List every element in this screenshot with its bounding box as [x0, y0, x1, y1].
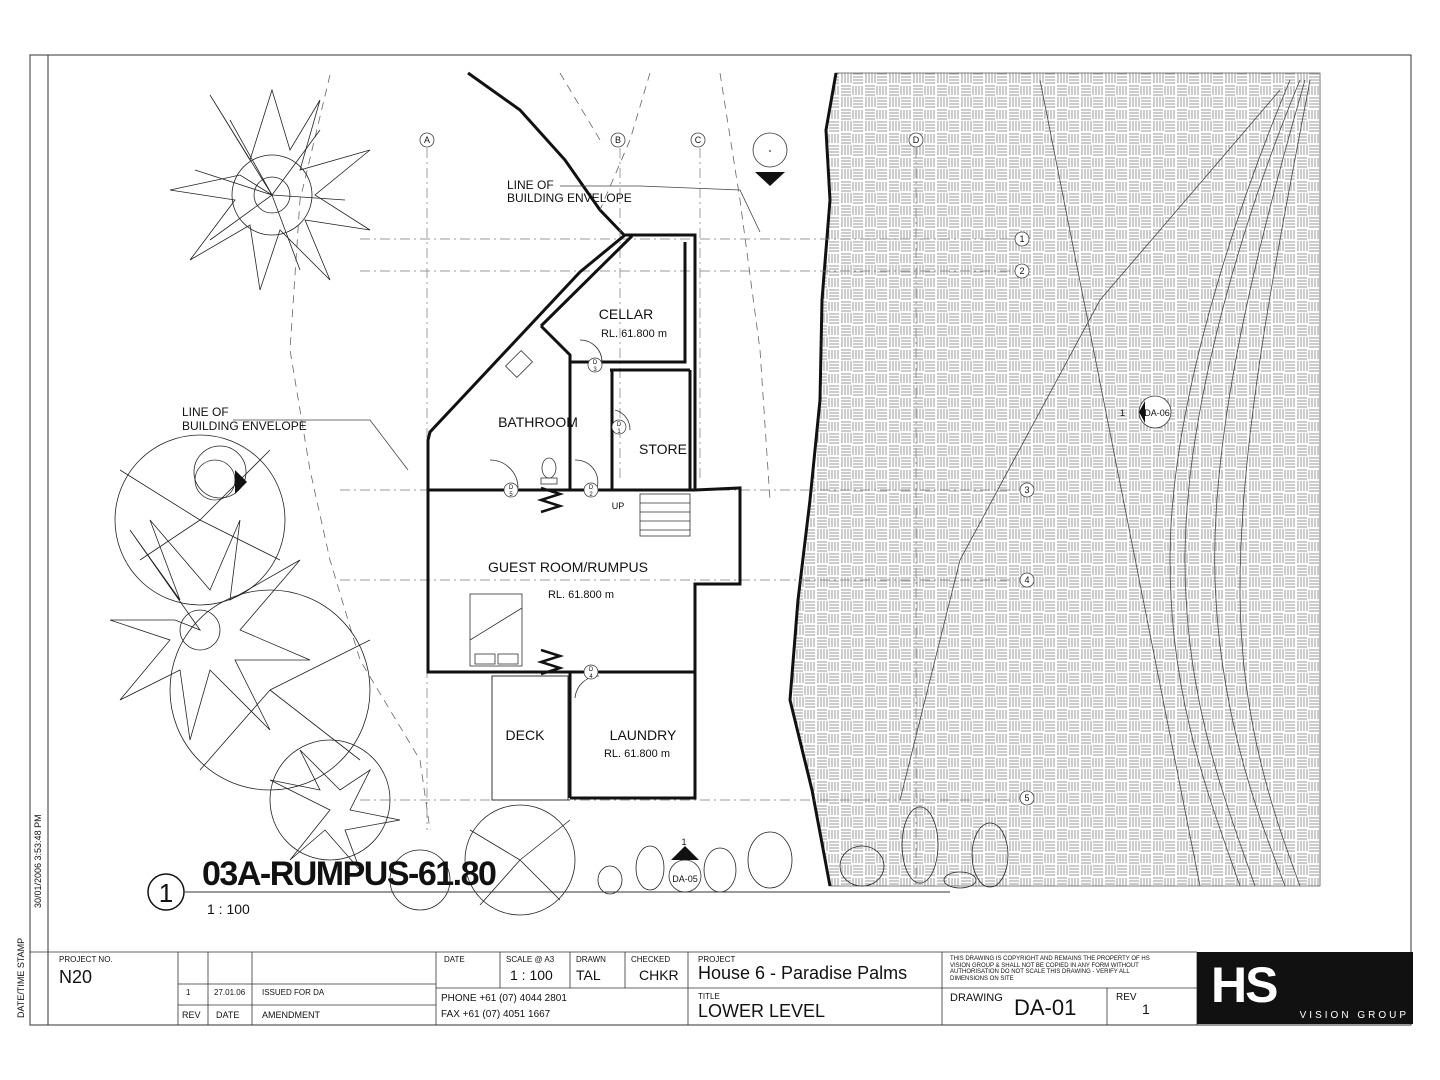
section-marker-bottom-icon [669, 846, 701, 892]
date-label: DATE [444, 955, 465, 964]
door-tag-letter-2: D [588, 485, 594, 491]
door-tag-1: 1 [617, 429, 621, 435]
revision-amendment: ISSUED FOR DA [262, 988, 325, 997]
door-tag-4: 4 [589, 674, 593, 680]
project-label: PROJECT [698, 955, 736, 964]
stamp-datetime: 30/01/2006 3:53:48 PM [33, 814, 43, 908]
room-level-cellar: RL. 61.800 m [600, 328, 668, 340]
room-level-laundry: RL. 61.800 m [603, 748, 671, 760]
rev-header: REV [182, 1010, 201, 1020]
phone: PHONE +61 (07) 4044 2801 [441, 993, 567, 1004]
amendment-header: AMENDMENT [262, 1010, 320, 1020]
grid-label-d: D [912, 135, 920, 145]
site-boundary-top [468, 73, 625, 236]
project-no-label: PROJECT NO. [59, 955, 113, 964]
door-tag-letter-3: D [592, 360, 598, 366]
section-bottom-num: 1 [681, 837, 687, 847]
grid-label-2: 2 [1019, 266, 1025, 276]
stamp-label: DATE/TIME STAMP [16, 937, 26, 1018]
grid-label-1: 1 [1019, 234, 1025, 244]
title-label: TITLE [698, 992, 720, 1001]
door-tag-5: 5 [509, 492, 513, 498]
door-tag-letter-5: D [508, 485, 514, 491]
envelope-label-top-1: LINE OF [507, 178, 554, 192]
grid-label-a: A [423, 135, 431, 145]
section-right-sheet: DA-06 [1144, 408, 1170, 418]
door-tag-letter-4: D [588, 667, 594, 673]
room-name-guest: GUEST ROOM/RUMPUS [488, 559, 648, 575]
stairs [640, 494, 690, 536]
room-name-cellar: CELLAR [598, 306, 654, 322]
view-number: 1 [158, 878, 174, 908]
hs-vision-group-logo [1197, 952, 1413, 1024]
date-time-stamp-value [33, 814, 43, 1018]
bed [470, 594, 522, 666]
basin [506, 351, 533, 378]
checked-label: CHECKED [631, 955, 671, 964]
envelope-label-left-2: BUILDING ENVELOPE [182, 419, 307, 433]
room-level-guest: RL. 61.800 m [547, 589, 615, 601]
rev-label: REV [1116, 992, 1137, 1003]
paved-area [790, 73, 1320, 886]
drawn-label: DRAWN [576, 955, 606, 964]
room-name-laundry: LAUNDRY [609, 727, 677, 743]
building-walls [428, 235, 740, 798]
project-name: House 6 - Paradise Palms [698, 963, 908, 983]
door-tag-3: 3 [593, 367, 597, 373]
door-tag-2: 2 [589, 492, 593, 498]
checked-value: CHKR [639, 967, 679, 983]
envelope-leaders [233, 186, 760, 470]
toilet [541, 458, 557, 484]
project-no: N20 [59, 967, 93, 987]
section-right-num: 1 [1120, 408, 1126, 418]
logo-subtitle: VISION GROUP [1299, 1010, 1409, 1021]
tree-top-left [170, 90, 370, 290]
revision-rev: 1 [186, 988, 191, 997]
grid-label-c: C [694, 135, 702, 145]
door-tag-letter-1: D [616, 422, 622, 428]
drawing-label: DRAWING [950, 992, 1003, 1004]
stair-label: UP [611, 501, 625, 511]
grid-label-4: 4 [1024, 575, 1030, 585]
break-lines [541, 488, 560, 674]
rev-value: 1 [1142, 1001, 1150, 1017]
date-header: DATE [216, 1010, 240, 1020]
elevation-marker-left-icon [195, 460, 247, 500]
view-scale: 1 : 100 [207, 901, 250, 917]
revision-date: 27.01.06 [214, 988, 246, 997]
fax: FAX +61 (07) 4051 1667 [441, 1009, 551, 1020]
north-arrow-icon [753, 133, 787, 186]
door-swings [490, 340, 630, 698]
date-time-stamp [16, 938, 26, 1018]
envelope-label-left-1: LINE OF [182, 405, 229, 419]
grid-label-b: B [614, 135, 622, 145]
section-bottom-sheet: DA-05 [672, 874, 698, 884]
drawn-value: TAL [576, 967, 601, 983]
logo-mark: HS [1211, 957, 1277, 1013]
scale-value: 1 : 100 [510, 967, 553, 983]
grid-label-5: 5 [1024, 793, 1030, 803]
copyright-disclaimer: THIS DRAWING IS COPYRIGHT AND REMAINS THE PROPERTY OF HS VISION GROUP & SHALL NOT BE COPIED IN ANY FORM WITHOUT AUTHORISATION DO NOT SCALE THIS DRAWING - VERIFY ALL DIMENSIONS ON SITE [950, 956, 1150, 982]
room-name-store: STORE [639, 441, 687, 457]
scale-label: SCALE @ A3 [506, 955, 555, 964]
grid-label-3: 3 [1024, 485, 1030, 495]
room-name-bathroom: BATHROOM [498, 414, 578, 430]
drawing-title: LOWER LEVEL [698, 1001, 826, 1021]
drawing-number: DA-01 [1014, 995, 1077, 1020]
envelope-label-top-2: BUILDING ENVELOPE [507, 191, 632, 205]
view-title: 03A-RUMPUS-61.80 [202, 855, 496, 893]
room-name-deck: DECK [505, 727, 545, 743]
